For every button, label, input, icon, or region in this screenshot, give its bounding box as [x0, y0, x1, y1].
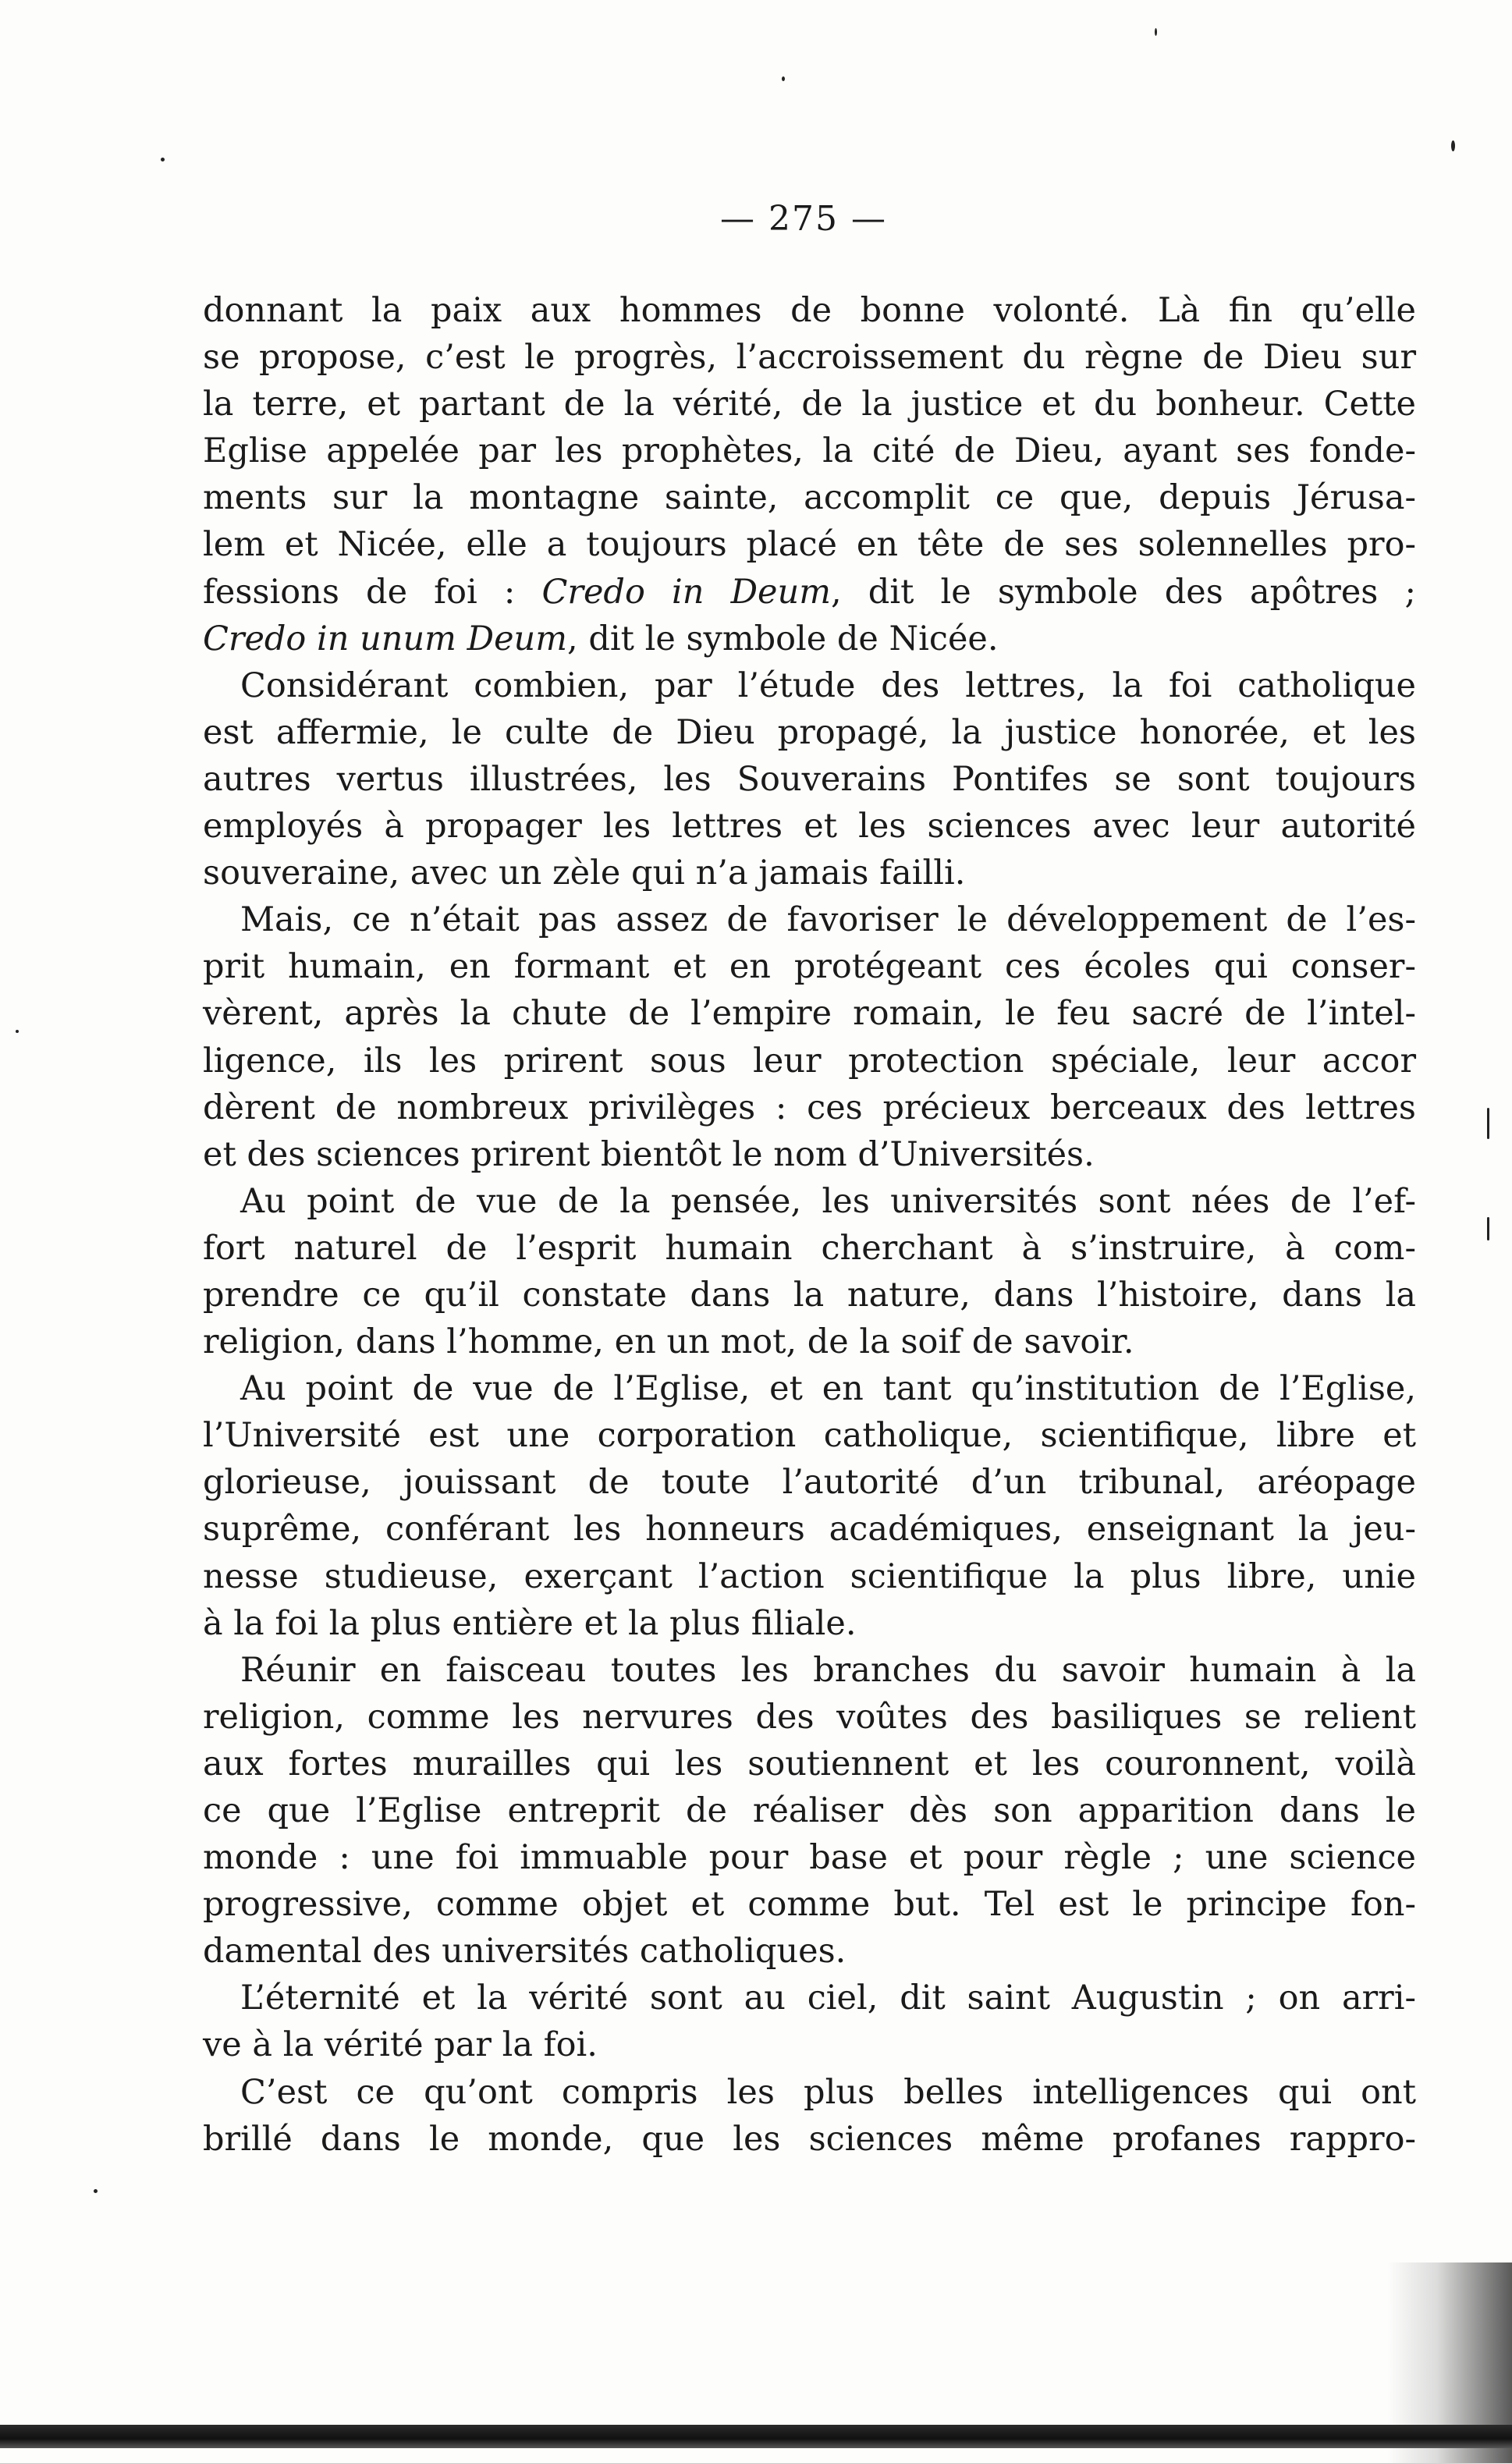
scan-speck — [161, 158, 165, 161]
scan-speck — [16, 1030, 19, 1033]
page-number: — 275 — — [720, 199, 887, 239]
text-line: prendre ce qu’il constate dans la nature, dans l’histoire, dans la — [203, 1275, 1416, 1315]
text-line: aux fortes murailles qui les soutiennent et les couronnent, voilà — [203, 1744, 1416, 1783]
text-line: est affermie, le culte de Dieu propagé, la justice honorée, et les — [203, 712, 1416, 752]
scan-speck — [1487, 1108, 1489, 1139]
text-line: vèrent, après la chute de l’empire romain, le feu sacré de l’intel- — [203, 994, 1416, 1034]
text-line: ments sur la montagne sainte, accomplit ce que, depuis Jérusa- — [203, 478, 1416, 518]
text-line: damental des universités catholiques. — [203, 1932, 847, 1971]
text-line: employés à propager les lettres et les sciences avec leur autorité — [203, 807, 1416, 846]
text-line: fort naturel de l’esprit humain cherchant à s’instruire, à com- — [203, 1228, 1416, 1268]
scan-speck — [782, 76, 785, 81]
text-line: L’éternité et la vérité sont au ciel, dit saint Augustin ; on arri- — [240, 1979, 1416, 2018]
text-line: et des sciences prirent bientôt le nom d’Universités. — [203, 1134, 1095, 1174]
text-line: ce que l’Eglise entreprit de réaliser dès son apparition dans le — [203, 1791, 1416, 1830]
text-line: dèrent de nombreux privilèges : ces précieux berceaux des lettres — [203, 1088, 1416, 1127]
text-line: l’Université est une corporation catholique, scientifique, libre et — [203, 1416, 1416, 1456]
text-line: Eglise appelée par les prophètes, la cité de Dieu, ayant ses fonde- — [203, 431, 1416, 471]
text-line: brillé dans le monde, que les sciences même profanes rappro- — [203, 2119, 1416, 2159]
text-line: Au point de vue de l’Eglise, et en tant qu’institution de l’Eglise, — [240, 1369, 1416, 1409]
text-line: Réunir en faisceau toutes les branches du savoir humain à la — [240, 1650, 1416, 1690]
text-line: religion, comme les nervures des voûtes des basiliques se relient — [203, 1697, 1416, 1737]
text-line: Credo in unum Deum, dit le symbole de Nicée. — [203, 619, 999, 658]
scan-speck — [1155, 28, 1157, 36]
text-line: autres vertus illustrées, les Souverains Pontifes se sont toujours — [203, 759, 1416, 799]
scan-speck — [1451, 140, 1455, 151]
text-line: donnant la paix aux hommes de bonne volonté. Là fin qu’elle — [203, 291, 1416, 330]
text-line: religion, dans l’homme, en un mot, de la soif de savoir. — [203, 1322, 1134, 1362]
text-line: ligence, ils les prirent sous leur protection spéciale, leur accor — [203, 1041, 1416, 1081]
text-line: ve à la vérité par la foi. — [203, 2025, 598, 2065]
text-line: la terre, et partant de la vérité, de la justice et du bonheur. Cette — [203, 385, 1416, 424]
scan-speck — [1487, 1217, 1489, 1240]
text-line: glorieuse, jouissant de toute l’autorité d’un tribunal, aréopage — [203, 1463, 1416, 1503]
text-line: lem et Nicée, elle a toujours placé en tête de ses solennelles pro- — [203, 525, 1416, 565]
text-line: nesse studieuse, exerçant l’action scientifique la plus libre, unie — [203, 1556, 1416, 1596]
text-line: à la foi la plus entière et la plus filiale. — [203, 1603, 857, 1643]
text-line: se propose, c’est le progrès, l’accroissement du règne de Dieu sur — [203, 338, 1416, 378]
text-line: C’est ce qu’ont compris les plus belles intelligences qui ont — [240, 2072, 1416, 2112]
text-line: souveraine, avec un zèle qui n’a jamais failli. — [203, 854, 966, 893]
body-text — [203, 287, 1416, 2163]
scan-bottom-edge — [0, 2425, 1512, 2448]
text-line: fessions de foi : Credo in Deum, dit le symbole des apôtres ; — [203, 572, 1416, 612]
text-line: suprême, conférant les honneurs académiques, enseignant la jeu- — [203, 1510, 1416, 1549]
text-line: prit humain, en formant et en protégeant ces écoles qui conser- — [203, 947, 1416, 987]
text-line: Mais, ce n’était pas assez de favoriser le développement de l’es- — [240, 900, 1416, 940]
text-line: monde : une foi immuable pour base et pour règle ; une science — [203, 1838, 1416, 1878]
text-line: Considérant combien, par l’étude des lettres, la foi catholique — [240, 665, 1416, 705]
text-line: Au point de vue de la pensée, les universités sont nées de l’ef- — [240, 1181, 1416, 1221]
scan-speck — [94, 2189, 98, 2193]
text-line: progressive, comme objet et comme but. Tel est le principe fon- — [203, 1885, 1416, 1925]
